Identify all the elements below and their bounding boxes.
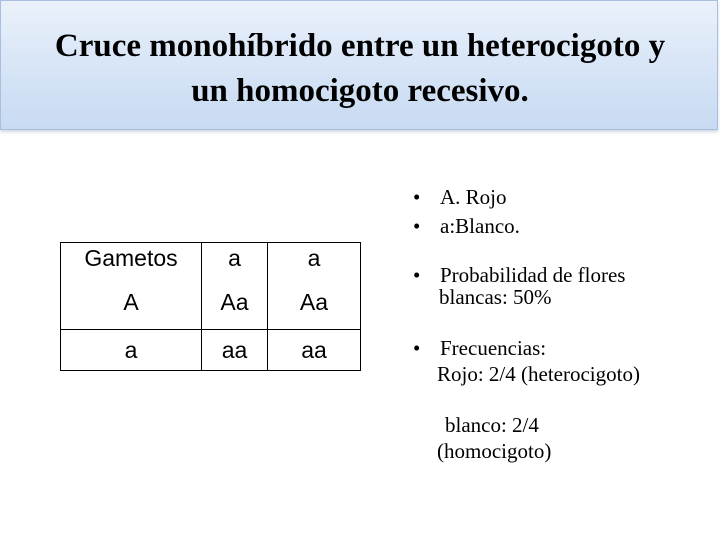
table-header-cell: a: [268, 243, 361, 286]
bullet-icon: •: [413, 336, 421, 360]
frequencies-label: Frecuencias:: [440, 336, 547, 360]
table-row: [61, 285, 361, 330]
legend-item-label: A. Rojo: [440, 185, 507, 209]
bullet-icon: •: [413, 185, 421, 209]
legend-item-label: a:Blanco.: [440, 214, 520, 238]
table-header-gametes: Gametos: [61, 243, 202, 286]
slide-title-line-1: Cruce monohíbrido entre un heterocigoto y: [54, 28, 666, 64]
frequencies-white: blanco: 2/4: [445, 413, 539, 437]
table-row: [61, 330, 361, 371]
slide-title-line-2: un homocigoto recesivo.: [191, 73, 529, 109]
bullet-icon: •: [413, 263, 421, 287]
table-header-row: [61, 243, 361, 286]
table-cell: aa: [202, 330, 268, 371]
table-header-cell: a: [202, 243, 268, 286]
punnett-square-table: [60, 242, 361, 371]
frequencies-white-type: (homocigoto): [437, 439, 552, 463]
table-cell: aa: [268, 330, 361, 371]
title-banner: [0, 0, 718, 130]
table-row-gamete: a: [61, 330, 202, 371]
probability-line-1: Probabilidad de flores: [440, 263, 626, 287]
table-cell: Aa: [202, 285, 268, 330]
bullet-icon: •: [413, 214, 421, 238]
frequencies-red: Rojo: 2/4 (heterocigoto): [437, 362, 640, 386]
table-row-gamete: A: [61, 285, 202, 330]
table-cell: Aa: [268, 285, 361, 330]
probability-line-2: blancas: 50%: [439, 285, 552, 309]
